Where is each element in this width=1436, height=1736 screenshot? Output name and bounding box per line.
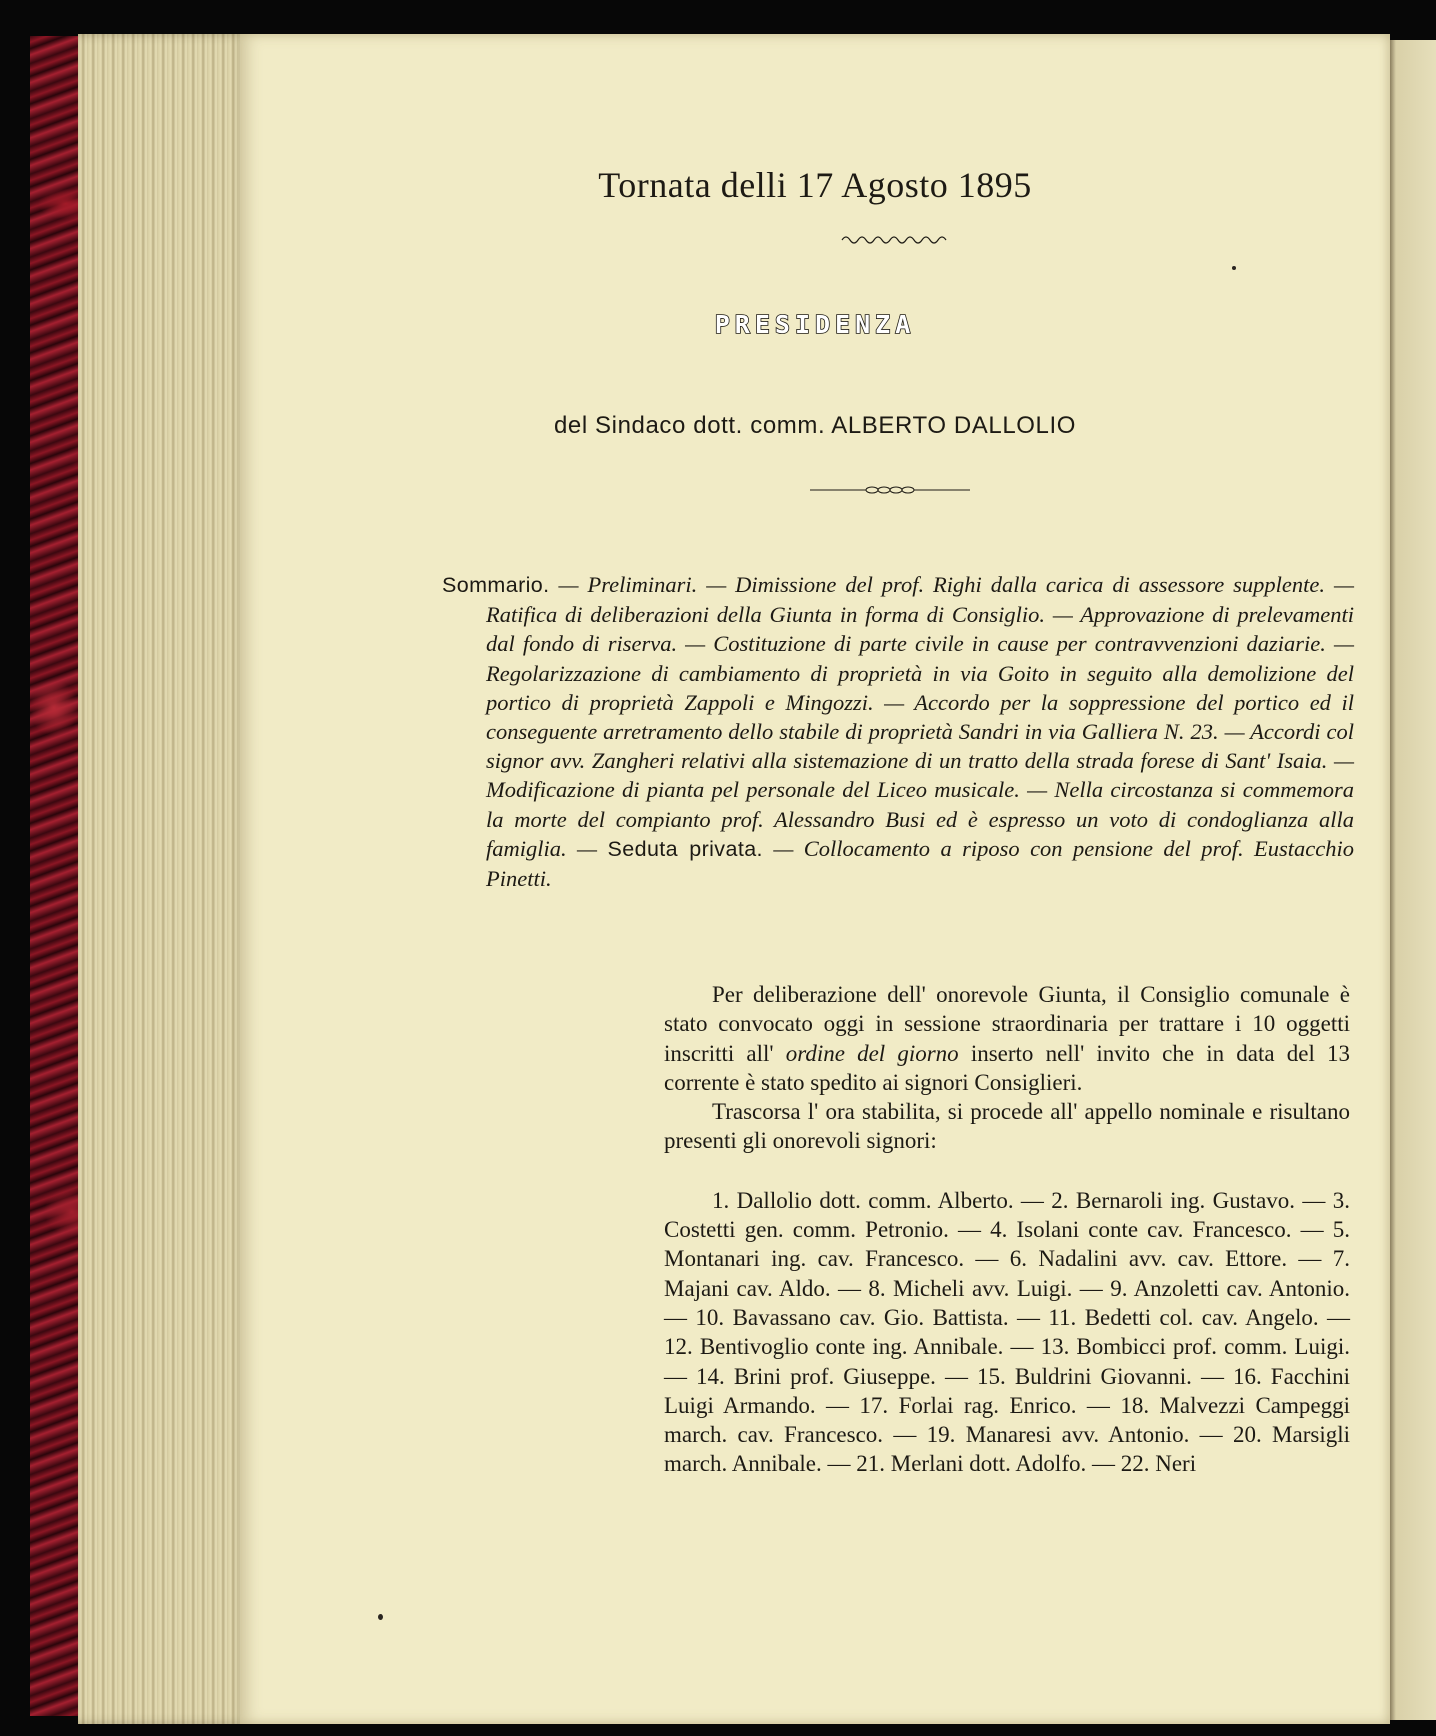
sindaco-name: ALBERTO DALLOLIO bbox=[831, 412, 1077, 439]
sindaco-line bbox=[240, 412, 1390, 440]
page-title: Tornata delli 17 Agosto 1895 bbox=[598, 165, 1032, 205]
sommario-lead: Sommario. bbox=[442, 573, 550, 597]
wave-ornament bbox=[840, 230, 950, 250]
body-text bbox=[664, 980, 1350, 1479]
ordine-del-giorno: ordine del giorno bbox=[785, 1040, 959, 1066]
page-edges bbox=[78, 34, 248, 1724]
ink-speck bbox=[378, 1614, 383, 1620]
sommario-text-b: — Collocamento a riposo con pensione del prof. Eustacchio Pinetti. bbox=[486, 835, 1355, 892]
body-paragraph-1-a: Per deliberazione dell' onorevole Giunta, il Consiglio comunale è stato convocato oggi in sessione straordinaria per trattare i 10 oggetti inscritti all' bbox=[664, 982, 1350, 1066]
divider-ornament bbox=[810, 480, 970, 500]
sindaco-prefix: del Sindaco dott. comm. bbox=[553, 412, 826, 439]
body-paragraph-1 bbox=[664, 980, 1350, 1097]
body-paragraph-2: Trascorsa l' ora stabilita, si procede all' appello nominale e risultano presenti gli onorevoli signori: bbox=[664, 1099, 1350, 1154]
book-page bbox=[240, 34, 1390, 1724]
sommario-paragraph bbox=[442, 570, 1354, 893]
body-paragraph-1-b: inserto nell' invito che in data del 13 corrente è stato spedito ai signori Consiglieri. bbox=[664, 1040, 1351, 1095]
sommario-text-a: — Preliminari. — Dimissione del prof. Righi dalla carica di assessore supplente. — Ratifica di deliberazioni della Giunta in forma di Consiglio. — Approvazione di prelevamenti dal fondo di riserva. — Costituzione di parte civile in cause per contravvenzioni daziarie. — Regolarizzazione di cambiamento di proprietà in via Goito in seguito alla demolizione del portico di proprietà Zappoli e Mingozzi. — Accordo per la soppressione del portico ed il conseguente arretramento dello stabile di proprietà Sandri in via Galliera N. 23. — Accordi col signor avv. Zangheri relativi alla sistemazione di un tratto della strada forese di Sant' Isaia. — Modificazione di pianta pel personale del Liceo musicale. — Nella circostanza si commemora la morte del compianto prof. Alessandro Busi ed è espresso un voto di condoglianza alla famiglia. — bbox=[486, 572, 1354, 861]
attendance-list: 1. Dallolio dott. comm. Alberto. — 2. Bernaroli ing. Gustavo. — 3. Costetti gen. comm. Petronio. — 4. Isolani conte cav. Francesco. — 5. Montanari ing. cav. Francesco. — 6. Nadalini avv. cav. Ettore. — 7. Majani cav. Aldo. — 8. Micheli avv. Luigi. — 9. Anzoletti cav. Antonio. — 10. Bavassano cav. Gio. Battista. — 11. Bedetti col. cav. Angelo. — 12. Bentivoglio conte ing. Annibale. — 13. Bombicci prof. comm. Luigi. — 14. Brini prof. Giuseppe. — 15. Buldrini Giovanni. — 16. Facchini Luigi Armando. — 17. Forlai rag. Enrico. — 18. Malvezzi Campeggi march. cav. Francesco. — 19. Manaresi avv. Antonio. — 20. Marsigli march. Annibale. — 21. Merlani dott. Adolfo. — 22. Neri bbox=[664, 1187, 1350, 1477]
adjacent-page-edge bbox=[1390, 40, 1436, 1720]
ink-speck bbox=[1232, 266, 1236, 270]
presidenza-heading: PRESIDENZA bbox=[714, 310, 916, 339]
seduta-privata-label: Seduta privata. bbox=[607, 836, 763, 861]
